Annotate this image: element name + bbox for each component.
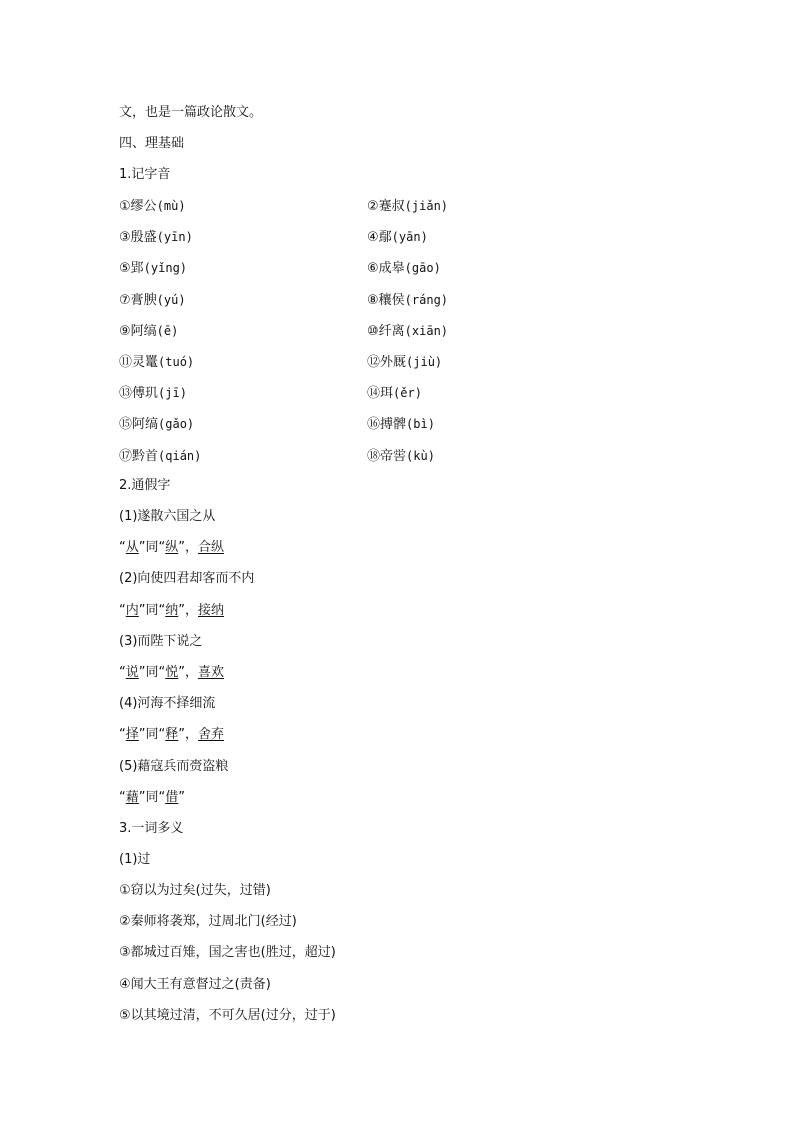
item-word: 灵鼍: [132, 355, 159, 370]
standard-char: 借: [165, 789, 179, 805]
item-word: 黔首: [132, 448, 159, 464]
item-pinyin: (gǎo): [158, 417, 195, 432]
item-word: 穰侯: [378, 292, 405, 308]
quote-mark: ”，: [178, 540, 199, 556]
item-number: ⑫: [367, 355, 381, 370]
tongjia-sentence: (4)河海不择细流: [119, 696, 216, 712]
tongjia-explanation: [119, 665, 224, 681]
pronunciation-item: [367, 229, 428, 246]
quote-mark: “: [119, 789, 126, 805]
item-number: ⑮: [119, 417, 133, 433]
pronunciation-item: [119, 292, 186, 309]
item-word: 鄢: [378, 230, 392, 246]
quote-mark: ”，: [178, 602, 199, 618]
pronunciation-item: [119, 385, 187, 402]
tongjia-sentence: (1)遂散六国之从: [119, 509, 216, 524]
item-number: ①: [119, 199, 131, 214]
standard-char: 纳: [165, 602, 179, 618]
standard-char: 悦: [165, 665, 179, 680]
item-pinyin: (jiǎn): [404, 199, 449, 213]
item-pinyin: (xiān): [404, 323, 449, 338]
item-pinyin: (yú): [156, 292, 186, 307]
item-number: ⑦: [119, 292, 131, 308]
same-as-text: ”同“: [138, 789, 166, 805]
subsection-heading: 3.一词多义: [119, 821, 184, 836]
meaning: 喜欢: [198, 665, 225, 680]
item-number: ③: [119, 230, 131, 246]
item-word: 成皋: [378, 261, 405, 277]
meaning-item: ③都城过百雉，国之害也(胜过，超过): [119, 945, 336, 961]
pronunciation-item: [367, 292, 448, 309]
quote-mark: ”，: [178, 665, 199, 680]
meaning: 接纳: [198, 602, 225, 618]
item-pinyin: (yīn): [156, 230, 193, 245]
tongjia-sentence: (2)向使四君却客而不内: [119, 571, 255, 587]
item-number: ⑥: [367, 261, 379, 277]
standard-char: 释: [165, 727, 179, 743]
variant-char: 说: [125, 665, 139, 680]
pronunciation-item: [119, 448, 201, 465]
item-number: ⑯: [367, 417, 381, 433]
tongjia-explanation: [119, 790, 185, 806]
tongjia-explanation: [119, 603, 224, 619]
meaning-item: ②秦师将袭郑，过周北门(经过): [119, 914, 297, 930]
item-number: ⑨: [119, 323, 131, 339]
pronunciation-item: [367, 260, 441, 277]
item-number: ②: [367, 199, 379, 214]
meaning: 舍弃: [198, 727, 225, 743]
quote-mark: “: [119, 665, 126, 680]
item-word: 蹇叔: [378, 199, 405, 214]
pronunciation-item: [119, 323, 178, 340]
item-word: 外厩: [380, 355, 407, 370]
tongjia-sentence: (5)藉寇兵而赍盗粮: [119, 758, 229, 774]
variant-char: 从: [125, 540, 139, 556]
item-word: 帝喾: [380, 448, 407, 464]
item-number: ⑪: [119, 355, 133, 370]
same-as-text: ”同“: [138, 540, 166, 556]
standard-char: 纵: [165, 540, 179, 556]
item-number: ⑩: [367, 323, 379, 339]
quote-mark: “: [119, 540, 126, 556]
same-as-text: ”同“: [138, 665, 166, 680]
item-number: ⑬: [119, 386, 133, 402]
pronunciation-item: [367, 385, 422, 402]
pronunciation-item: [367, 354, 442, 371]
section-heading: 四、理基础: [119, 136, 185, 151]
item-word: 殷盛: [130, 230, 157, 246]
pronunciation-item: [367, 198, 448, 215]
item-number: ⑭: [367, 386, 381, 402]
pronunciation-item: [119, 416, 194, 433]
item-word: 珥: [380, 386, 394, 402]
meaning-item: ⑤以其境过清，不可久居(过分，过于): [119, 1007, 336, 1023]
same-as-text: ”同“: [138, 727, 166, 743]
quote-mark: “: [119, 602, 126, 618]
word-heading: (1)过: [119, 852, 151, 867]
variant-char: 藉: [125, 789, 139, 805]
item-pinyin: (jiù): [406, 355, 443, 369]
item-word: 缪公: [130, 199, 157, 214]
quote-mark: ”，: [178, 727, 199, 743]
tongjia-explanation: [119, 540, 224, 556]
item-word: 傅玑: [132, 386, 159, 402]
tongjia-explanation: [119, 727, 224, 743]
meaning-item: ④闻大王有意督过之(责备): [119, 976, 271, 992]
quote-mark: ”: [178, 789, 186, 805]
item-number: ⑧: [367, 292, 379, 308]
subsection-heading: 2.通假字: [119, 478, 171, 493]
meaning: 合纵: [198, 540, 225, 556]
pronunciation-item: [367, 448, 435, 465]
item-number: ⑱: [367, 448, 381, 464]
item-pinyin: (gāo): [404, 261, 441, 276]
variant-char: 择: [125, 727, 139, 743]
quote-mark: “: [119, 727, 126, 743]
pronunciation-item: [367, 323, 448, 340]
item-pinyin: (kù): [406, 448, 435, 463]
item-pinyin: (ěr): [393, 386, 422, 401]
variant-char: 内: [125, 602, 139, 618]
item-word: 膏腴: [130, 292, 157, 308]
same-as-text: ”同“: [138, 602, 166, 618]
item-number: ④: [367, 230, 379, 246]
item-pinyin: (mù): [156, 199, 186, 213]
item-pinyin: (yǐng): [143, 261, 188, 276]
pronunciation-item: [119, 229, 193, 246]
item-pinyin: (qián): [158, 448, 202, 463]
item-word: 郢: [130, 261, 144, 277]
item-pinyin: (ē): [156, 323, 179, 338]
pronunciation-item: [119, 198, 186, 215]
pronunciation-item: [119, 354, 194, 371]
tongjia-sentence: (3)而陛下说之: [119, 633, 203, 649]
item-word: 纤离: [378, 323, 405, 339]
item-number: ⑰: [119, 448, 133, 464]
item-pinyin: (tuó): [158, 355, 195, 369]
pronunciation-item: [119, 260, 187, 277]
intro-tail: 文，也是一篇政论散文。: [119, 105, 263, 120]
item-pinyin: (jī): [158, 386, 187, 401]
pronunciation-item: [367, 416, 435, 433]
item-pinyin: (yān): [391, 230, 428, 245]
subsection-heading: 1.记字音: [119, 167, 171, 182]
item-pinyin: (bì): [406, 417, 435, 432]
item-pinyin: (ráng): [404, 292, 449, 307]
item-word: 阿缟: [130, 323, 157, 339]
item-word: 搏髀: [380, 417, 407, 433]
meaning-item: ①窃以为过矣(过失，过错): [119, 883, 271, 898]
item-number: ⑤: [119, 261, 131, 277]
item-word: 阿缟: [132, 417, 159, 433]
